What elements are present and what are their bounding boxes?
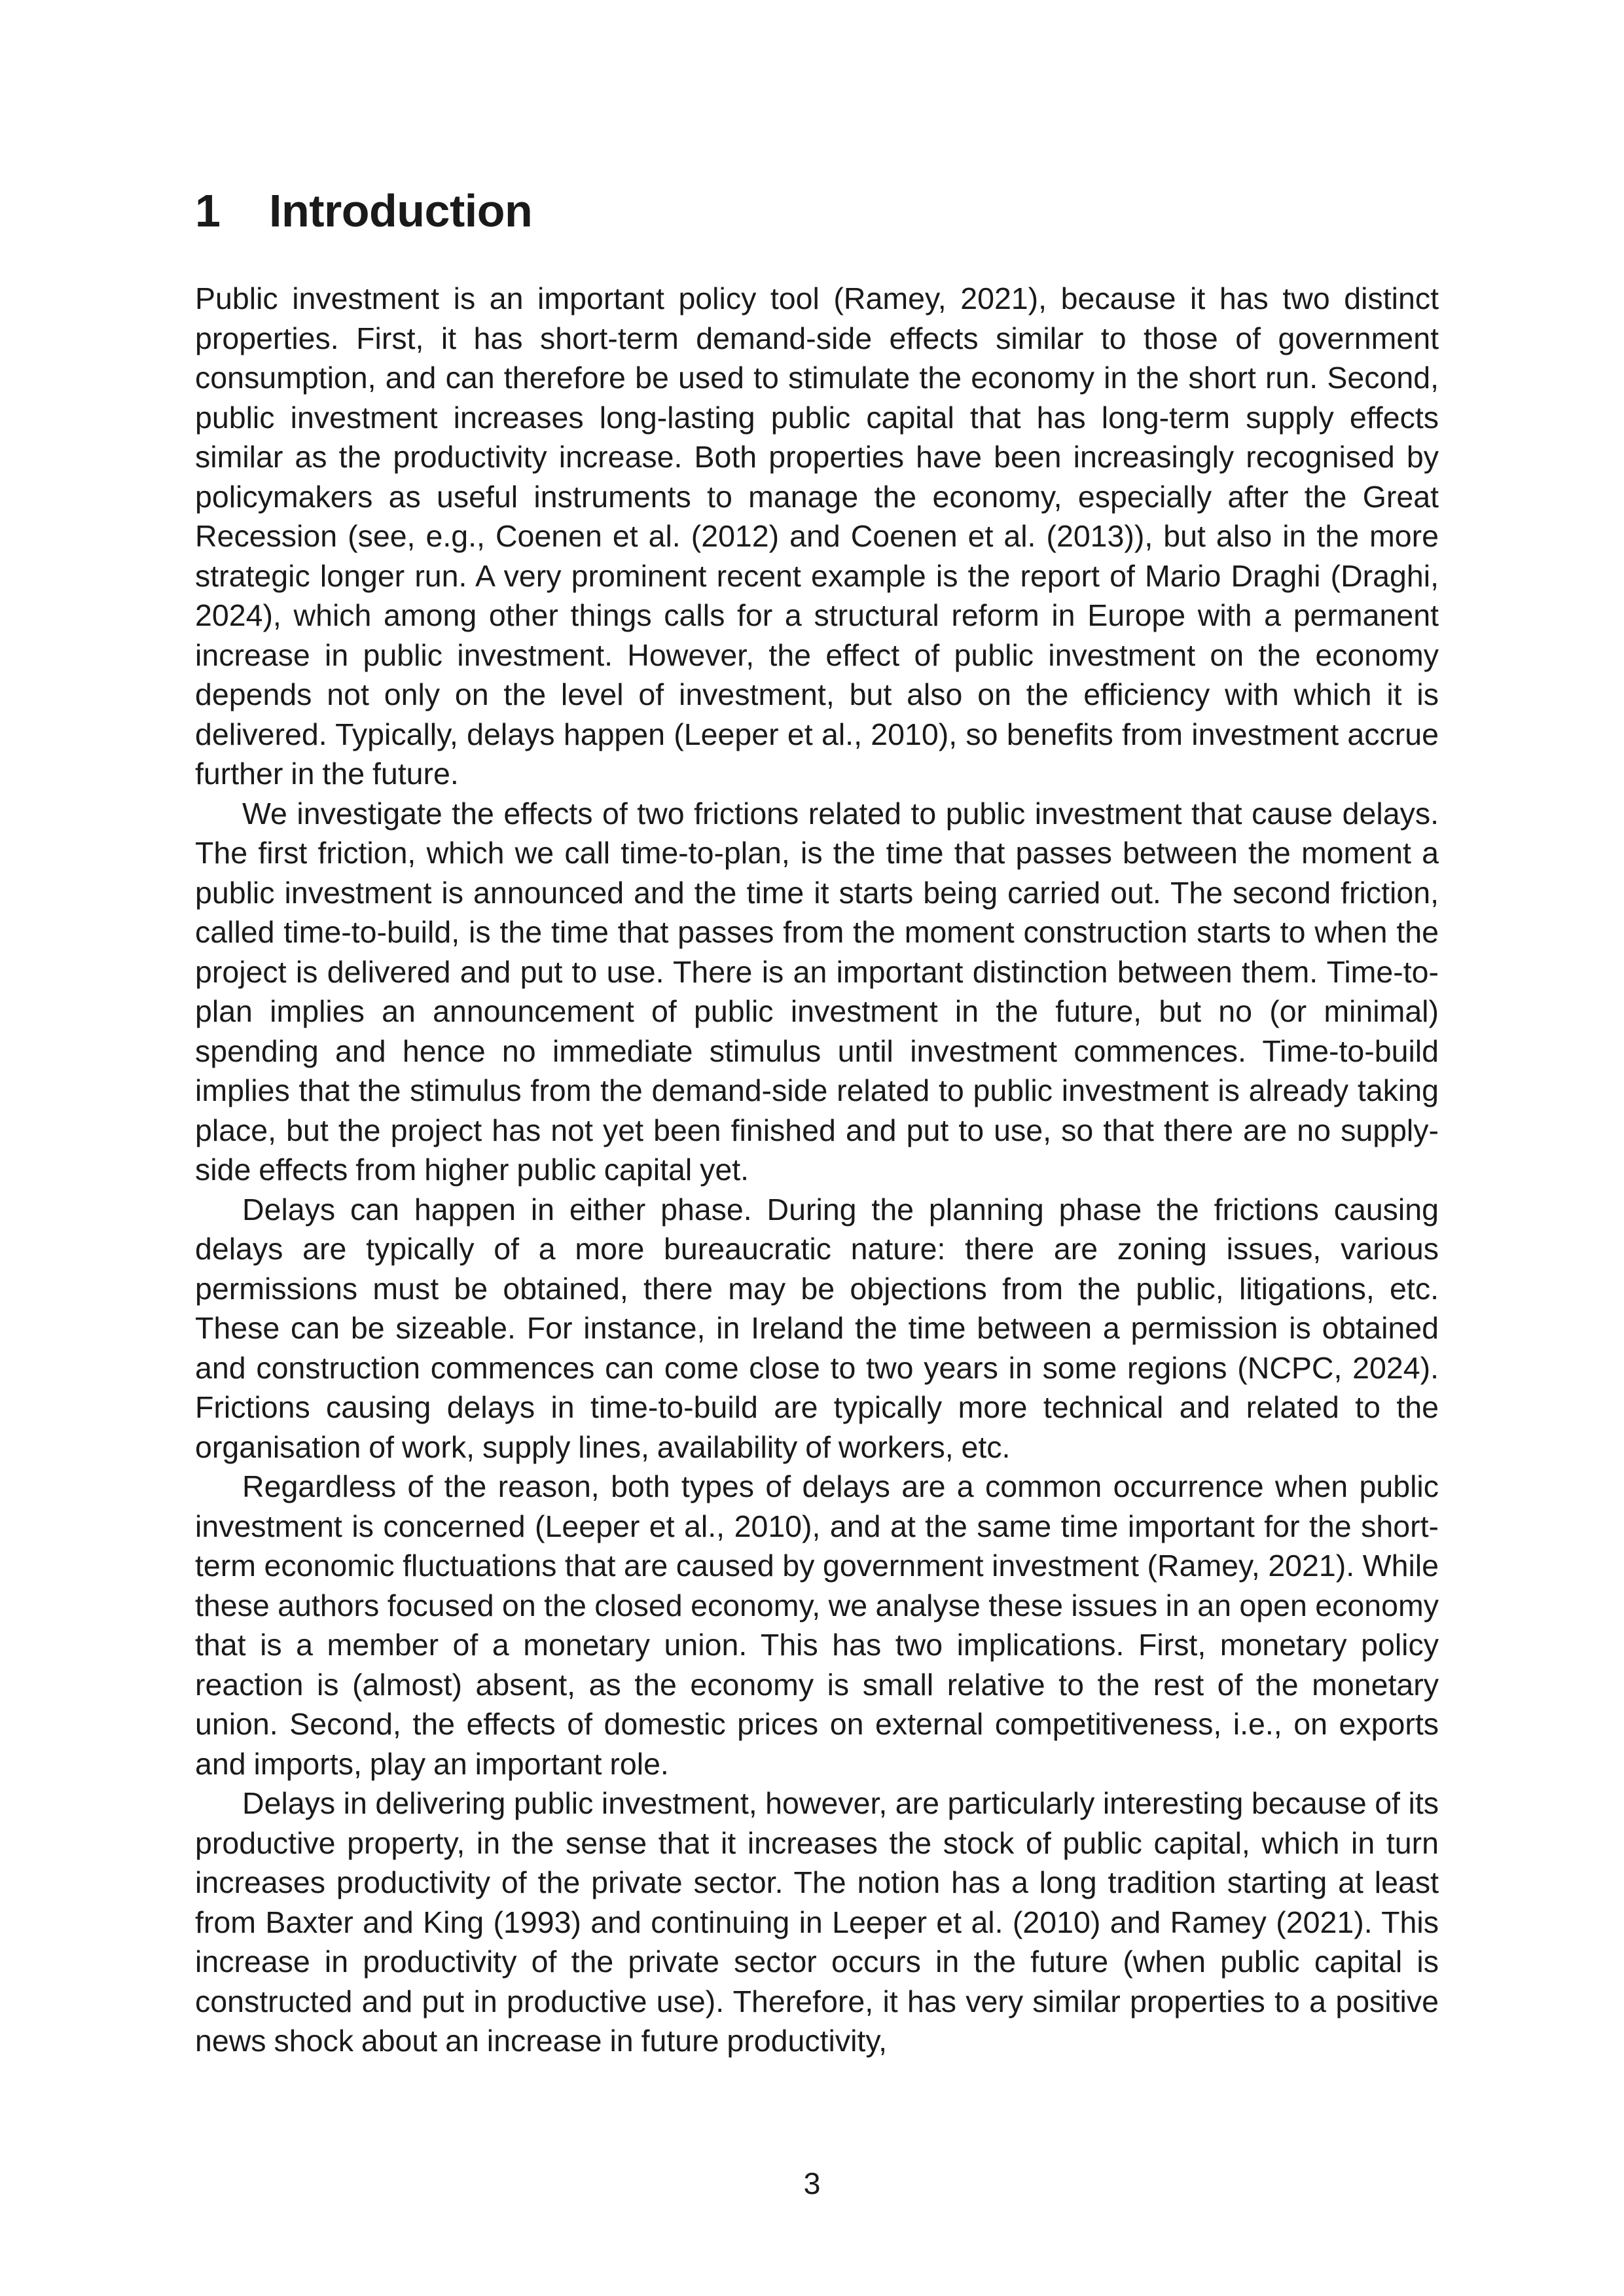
paragraph-5: Delays in delivering public investment, however, are particularly interesting because of its productive property, in the sense that it increases the stock of public capital, which in turn increases productivity of the private sector. The notion has a long tradition starting at least from Baxter and King (1993) and continuing in Leeper et al. (2010) and Ramey (2021). This increase in productivity of the private sector occurs in the future (when public capital is constructed and put in productive use). Therefore, it has very similar properties to a positive news shock about an increase in future productivity, [195, 1786, 1439, 2058]
paragraph-1: Public investment is an important policy tool (Ramey, 2021), because it has two distinct properties. First, it has short-term demand-side effects similar to those of government consumption, and can therefore be used to stimulate the economy in the short run. Second, public investment increases long-lasting public capital that has long-term supply effects similar as the productivity increase. Both properties have been increasingly recognised by policymakers as useful instruments to manage the economy, especially after the Great Recession (see, e.g., Coenen et al. (2012) and Coenen et al. (2013)), but also in the more strategic longer run. A very prominent recent example is the report of Mario Draghi (Draghi, 2024), which among other things calls for a structural reform in Europe with a permanent increase in public investment. However, the effect of public investment on the economy depends not only on the level of investment, but also on the efficiency with which it is delivered. Typically, delays happen (Leeper et al., 2010), so benefits from investment accrue further in the future. [195, 281, 1439, 791]
paragraph-2: We investigate the effects of two frictions related to public investment that cause delays. The first friction, which we call time-to-plan, is the time that passes between the moment a public investment is announced and the time it starts being carried out. The second friction, called time-to-build, is the time that passes from the moment construction starts to when the project is delivered and put to use. There is an important distinction between them. Time-to-plan implies an announcement of public investment in the future, but no (or minimal) spending and hence no immediate stimulus until investment commences. Time-to-build implies that the stimulus from the demand-side related to public investment is already taking place, but the project has not yet been finished and put to use, so that there are no supply-side effects from higher public capital yet. [195, 796, 1439, 1187]
page-content [195, 183, 1439, 2061]
body-text [195, 279, 1439, 2061]
paragraph-3: Delays can happen in either phase. During the planning phase the frictions causing delays are typically of a more bureaucratic nature: there are zoning issues, various permissions must be obtained, there may be objections from the public, litigations, etc. These can be sizeable. For instance, in Ireland the time between a permission is obtained and construction commences can come close to two years in some regions (NCPC, 2024). Frictions causing delays in time-to-build are typically more technical and related to the organisation of work, supply lines, availability of workers, etc. [195, 1192, 1439, 1464]
section-heading [195, 183, 1439, 238]
page-number: 3 [803, 2166, 821, 2200]
paragraph-4: Regardless of the reason, both types of delays are a common occurrence when public investment is concerned (Leeper et al., 2010), and at the same time important for the short-term economic fluctuations that are caused by government investment (Ramey, 2021). While these authors focused on the closed economy, we analyse these issues in an open economy that is a member of a monetary union. This has two implications. First, monetary policy reaction is (almost) absent, as the economy is small relative to the rest of the monetary union. Second, the effects of domestic prices on external competitiveness, i.e., on exports and imports, play an important role. [195, 1469, 1439, 1781]
section-number: 1 [195, 185, 221, 236]
section-title: Introduction [269, 185, 533, 236]
